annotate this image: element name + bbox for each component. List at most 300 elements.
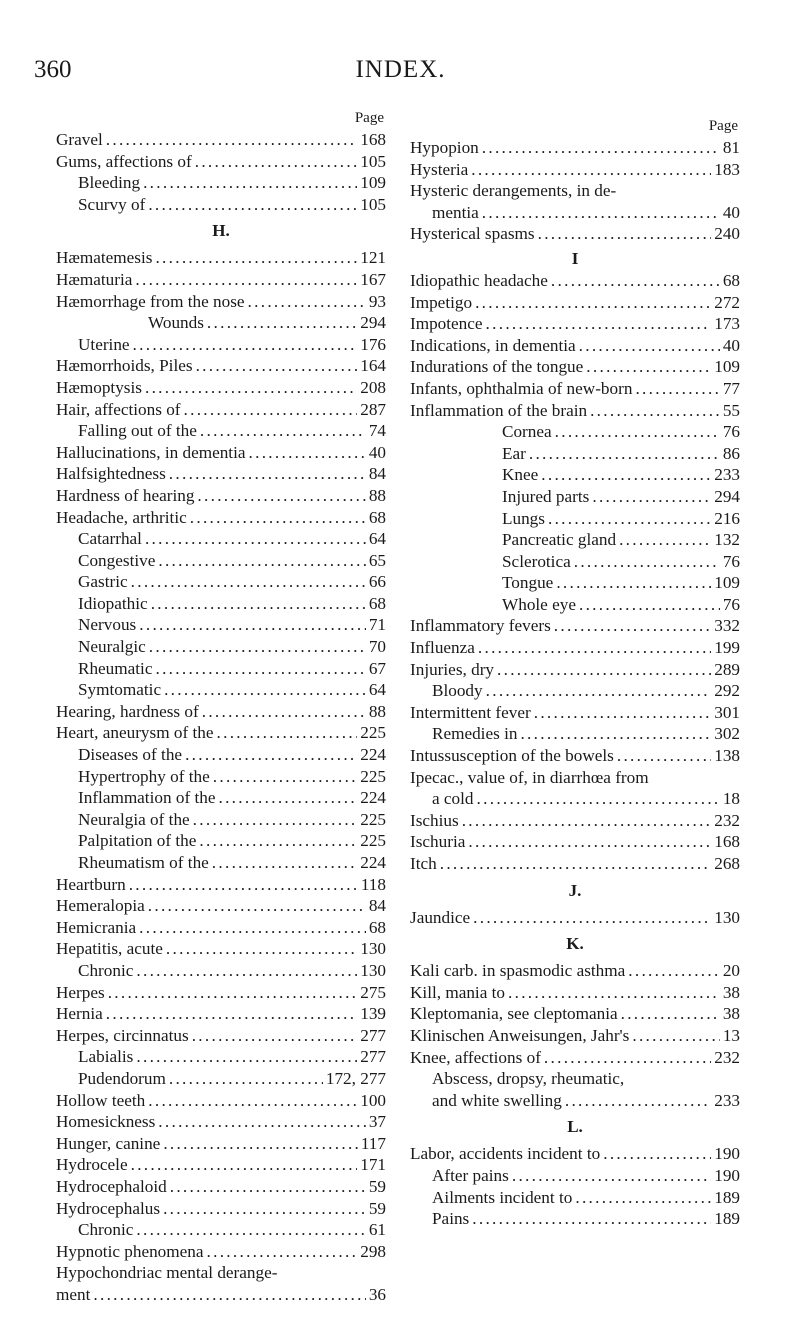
section-letter: I — [571, 248, 579, 268]
index-entry — [410, 508, 740, 530]
leader-dots — [544, 1047, 711, 1069]
index-entry — [56, 1176, 386, 1198]
index-entry — [56, 420, 386, 442]
entry-page: 84 — [368, 464, 386, 484]
index-entry — [56, 1003, 386, 1025]
index-entry — [56, 377, 386, 399]
index-entry — [56, 291, 386, 313]
index-entry — [410, 960, 740, 982]
leader-dots — [579, 594, 720, 616]
leader-dots — [486, 680, 712, 702]
leader-dots — [155, 658, 365, 680]
entry-page: 298 — [360, 1241, 386, 1261]
index-entry — [56, 895, 386, 917]
leader-dots — [145, 528, 366, 550]
entry-term: Hæmorrhage from the nose — [56, 291, 245, 311]
entry-term: Hardness of hearing — [56, 485, 195, 505]
entry-page: 64 — [368, 680, 386, 700]
index-entry — [56, 960, 386, 982]
index-entry — [410, 292, 740, 314]
entry-term: Lungs — [502, 508, 545, 528]
index-entry — [56, 334, 386, 356]
leader-dots — [538, 223, 712, 245]
leader-dots — [136, 960, 357, 982]
entry-page: 66 — [368, 572, 386, 592]
leader-dots — [551, 270, 720, 292]
entry-page: 173 — [714, 314, 740, 334]
entry-page: 190 — [714, 1165, 740, 1185]
index-entry — [56, 442, 386, 464]
entry-term: ment — [56, 1284, 91, 1304]
entry-page: 216 — [714, 508, 740, 528]
entry-page: 74 — [368, 421, 386, 441]
entry-term: Neuralgia of the — [78, 809, 190, 829]
leader-dots — [207, 312, 357, 334]
entry-term: Herpes — [56, 982, 105, 1002]
index-entry — [56, 1198, 386, 1220]
entry-term: Bloody — [432, 681, 483, 701]
index-entry — [410, 702, 740, 724]
entry-page: 233 — [714, 465, 740, 485]
index-entry — [56, 507, 386, 529]
entry-page: 130 — [714, 907, 740, 927]
index-entry — [56, 1046, 386, 1068]
leader-dots — [149, 636, 366, 658]
index-entry — [410, 615, 740, 637]
index-entry — [56, 722, 386, 744]
entry-term: Uterine — [78, 334, 130, 354]
leader-dots — [586, 356, 711, 378]
entry-term: Chronic — [78, 1220, 134, 1240]
index-entry — [56, 701, 386, 723]
entry-page: 40 — [722, 202, 740, 222]
leader-dots — [520, 723, 711, 745]
entry-page: 100 — [360, 1090, 386, 1110]
entry-page: 139 — [360, 1004, 386, 1024]
entry-term: Hysterical spasms — [410, 224, 535, 244]
entry-page: 109 — [714, 357, 740, 377]
index-entry — [56, 463, 386, 485]
entry-page: 172, 277 — [325, 1068, 386, 1088]
leader-dots — [579, 335, 720, 357]
entry-term: Tongue — [502, 573, 554, 593]
index-entry — [56, 917, 386, 939]
index-entry — [410, 1003, 740, 1025]
index-entry — [56, 571, 386, 593]
section-letter: J. — [568, 880, 582, 900]
index-entry — [410, 378, 740, 400]
leader-dots — [592, 486, 711, 508]
entry-page: 277 — [360, 1025, 386, 1045]
entry-term: Pains — [432, 1209, 470, 1229]
entry-page: 130 — [360, 960, 386, 980]
index-entry — [410, 159, 740, 181]
leader-dots — [136, 1219, 365, 1241]
leader-dots — [163, 1198, 366, 1220]
entry-term: Ear — [502, 443, 526, 463]
entry-term: Labor, accidents incident to — [410, 1144, 601, 1164]
leader-dots — [575, 1187, 711, 1209]
index-entry — [410, 723, 740, 745]
leader-dots — [155, 247, 357, 269]
entry-page: 105 — [360, 194, 386, 214]
leader-dots — [556, 572, 711, 594]
leader-dots — [635, 378, 719, 400]
entry-page: 40 — [368, 442, 386, 462]
entry-page: 168 — [714, 832, 740, 852]
index-entry — [410, 1090, 740, 1112]
index-entry — [410, 1047, 740, 1069]
leader-dots — [93, 1284, 365, 1306]
section-letter: L. — [567, 1117, 583, 1137]
entry-page: 189 — [714, 1209, 740, 1229]
index-entry — [410, 421, 740, 443]
entry-term: Herpes, circinnatus — [56, 1025, 189, 1045]
entry-page: 190 — [714, 1144, 740, 1164]
entry-term: Rheumatism of the — [78, 853, 209, 872]
leader-dots — [133, 334, 358, 356]
leader-dots — [213, 766, 357, 788]
entry-term: Itch — [410, 854, 437, 873]
leader-dots — [197, 485, 365, 507]
entry-term: Inflammatory fevers — [410, 616, 551, 636]
leader-dots — [468, 831, 711, 853]
leader-dots — [135, 269, 357, 291]
index-entry — [56, 247, 386, 269]
entry-page: 171 — [360, 1155, 386, 1175]
leader-dots — [148, 194, 357, 216]
entry-page: 287 — [360, 399, 386, 419]
leader-dots — [478, 637, 711, 659]
index-entry — [410, 400, 740, 422]
entry-page: 232 — [714, 810, 740, 830]
entry-page: 277 — [360, 1047, 386, 1067]
leader-dots — [475, 292, 711, 314]
entry-page: 183 — [714, 159, 740, 179]
index-entry — [410, 1165, 740, 1187]
leader-dots — [440, 853, 711, 875]
entry-term: Ailments incident to — [432, 1187, 573, 1207]
index-entry — [410, 788, 740, 810]
index-entry — [410, 137, 740, 159]
index-entry — [410, 270, 740, 292]
entry-term: Injuries, dry — [410, 659, 495, 679]
leader-dots — [158, 550, 365, 572]
index-column-left — [56, 110, 386, 1305]
index-entry — [56, 172, 386, 194]
leader-dots — [534, 702, 711, 724]
leader-dots — [158, 1111, 366, 1133]
entry-term: Hepatitis, acute — [56, 939, 163, 959]
entry-page: 18 — [722, 789, 740, 809]
entry-page: 168 — [360, 130, 386, 149]
entry-term: Ischuria — [410, 832, 466, 852]
entry-page: 76 — [722, 594, 740, 614]
entry-term: Palpitation of the — [78, 831, 197, 851]
entry-term: Gastric — [78, 572, 128, 592]
entry-term: Hæmorrhoids, Piles — [56, 356, 193, 376]
leader-dots — [129, 874, 358, 896]
index-entry — [56, 787, 386, 809]
leader-dots — [477, 788, 720, 810]
entry-term: Hydrocephaloid — [56, 1176, 167, 1196]
index-entry — [410, 551, 740, 573]
entry-page: 167 — [360, 269, 386, 289]
index-entry — [56, 528, 386, 550]
index-entry — [410, 223, 740, 245]
entry-term: Hallucinations, in dementia — [56, 442, 246, 462]
entry-term: Hemicrania — [56, 917, 137, 937]
entry-page: 118 — [360, 874, 386, 894]
entry-term: Klinischen Anweisungen, Jahr's — [410, 1025, 630, 1045]
leader-dots — [512, 1165, 711, 1187]
index-entry — [56, 982, 386, 1004]
entry-page: 93 — [368, 291, 386, 311]
index-entry — [410, 907, 740, 929]
leader-dots — [193, 809, 358, 831]
entry-term: Intussusception of the bowels — [410, 746, 614, 766]
leader-dots — [471, 159, 711, 181]
entry-page: 233 — [714, 1090, 740, 1110]
entry-term: Catarrhal — [78, 529, 142, 549]
leader-dots — [486, 313, 712, 335]
index-entry-continued: Ipecac., value of, in diarrhœa from — [410, 767, 649, 787]
leader-dots — [249, 442, 366, 464]
entry-term: Wounds — [148, 313, 204, 333]
entry-term: Kill, mania to — [410, 982, 505, 1002]
index-entry — [56, 658, 386, 680]
leader-dots — [590, 400, 720, 422]
entry-term: Kali carb. in spasmodic asthma — [410, 961, 626, 981]
index-entry — [410, 335, 740, 357]
leader-dots — [248, 291, 366, 313]
leader-dots — [207, 1241, 358, 1263]
leader-dots — [106, 129, 357, 151]
index-entry — [56, 1090, 386, 1112]
entry-term: Hair, affections of — [56, 399, 181, 419]
index-entry — [56, 1154, 386, 1176]
entry-term: Cornea — [502, 422, 552, 442]
entry-page: 37 — [368, 1112, 386, 1132]
entry-page: 40 — [722, 335, 740, 355]
entry-term: Pudendorum — [78, 1068, 166, 1088]
entry-term: Labialis — [78, 1047, 134, 1067]
leader-dots — [199, 830, 357, 852]
index-entry — [56, 1241, 386, 1263]
index-entry — [410, 529, 740, 551]
index-entry-continued: Abscess, dropsy, rheumatic, — [432, 1069, 625, 1089]
entry-term: Infants, ophthalmia of new-born — [410, 378, 633, 398]
index-entry — [56, 938, 386, 960]
leader-dots — [190, 507, 366, 529]
entry-page: 81 — [722, 138, 740, 157]
leader-dots — [548, 508, 711, 530]
entry-page: 88 — [368, 485, 386, 505]
index-entry — [410, 1143, 740, 1165]
entry-term: Sclerotica — [502, 551, 571, 571]
leader-dots — [473, 907, 711, 929]
leader-dots — [555, 421, 720, 443]
index-entry — [56, 593, 386, 615]
entry-page: 36 — [368, 1284, 386, 1304]
index-column-right — [410, 110, 740, 1230]
index-entry — [56, 1284, 386, 1306]
leader-dots — [497, 659, 711, 681]
index-entry — [56, 830, 386, 852]
index-entry — [410, 1208, 740, 1230]
entry-page: 71 — [368, 615, 386, 635]
entry-term: Falling out of the — [78, 421, 197, 441]
leader-dots — [148, 895, 366, 917]
index-entry — [56, 1068, 386, 1090]
entry-page: 70 — [368, 637, 386, 657]
index-entry — [410, 982, 740, 1004]
entry-page: 289 — [714, 659, 740, 679]
entry-term: Hunger, canine — [56, 1133, 161, 1153]
entry-page: 105 — [360, 151, 386, 171]
leader-dots — [619, 529, 711, 551]
entry-page: 68 — [368, 593, 386, 613]
entry-term: Diseases of the — [78, 745, 183, 765]
entry-term: Homesickness — [56, 1112, 156, 1132]
index-entry-continued: Hysteric derangements, in de- — [410, 181, 617, 201]
index-entry — [410, 572, 740, 594]
entry-term: Impotence — [410, 314, 483, 334]
leader-dots — [106, 1003, 357, 1025]
leader-dots — [217, 722, 358, 744]
entry-term: Hypopion — [410, 138, 479, 157]
index-entry — [410, 202, 740, 224]
index-entry — [56, 614, 386, 636]
index-entry — [56, 1133, 386, 1155]
entry-term: mentia — [432, 202, 479, 222]
index-entry — [410, 464, 740, 486]
index-entry — [410, 443, 740, 465]
index-entry — [56, 809, 386, 831]
leader-dots — [151, 593, 366, 615]
entry-term: Heart, aneurysm of the — [56, 723, 214, 743]
entry-term: Hernia — [56, 1004, 103, 1024]
leader-dots — [462, 810, 712, 832]
entry-page: 224 — [360, 745, 386, 765]
entry-page: 138 — [714, 746, 740, 766]
leader-dots — [621, 1003, 720, 1025]
entry-term: Gravel — [56, 130, 103, 149]
index-entry — [410, 1025, 740, 1047]
index-entry — [56, 312, 386, 334]
index-entry — [56, 399, 386, 421]
leader-dots — [508, 982, 720, 1004]
entry-term: Scurvy of — [78, 194, 146, 214]
leader-dots — [196, 355, 358, 377]
entry-term: Remedies in — [432, 724, 518, 744]
entry-page: 61 — [368, 1220, 386, 1240]
entry-term: Hemeralopia — [56, 896, 145, 916]
index-entry — [410, 313, 740, 335]
section-letter: K. — [566, 934, 584, 954]
entry-page: 225 — [360, 766, 386, 786]
entry-term: Chronic — [78, 960, 134, 980]
index-entry — [56, 269, 386, 291]
entry-term: Neuralgic — [78, 637, 146, 657]
entry-page: 38 — [722, 1004, 740, 1024]
index-entry — [56, 355, 386, 377]
entry-page: 77 — [722, 378, 740, 398]
index-entry — [56, 852, 386, 874]
index-entry — [410, 1187, 740, 1209]
entry-page: 86 — [722, 443, 740, 463]
leader-dots — [541, 464, 711, 486]
entry-term: Injured parts — [502, 486, 590, 506]
entry-term: Nervous — [78, 615, 137, 635]
entry-term: Hollow teeth — [56, 1090, 146, 1110]
index-entry — [410, 810, 740, 832]
leader-dots — [148, 1090, 357, 1112]
index-entry — [410, 486, 740, 508]
entry-page: 332 — [714, 616, 740, 636]
entry-page: 13 — [722, 1025, 740, 1045]
leader-dots — [163, 1133, 358, 1155]
entry-page: 225 — [360, 723, 386, 743]
index-entry — [410, 356, 740, 378]
index-entry — [410, 745, 740, 767]
index-entry — [56, 550, 386, 572]
entry-page: 20 — [722, 961, 740, 981]
entry-term: Knee — [502, 465, 539, 485]
entry-page: 117 — [360, 1133, 386, 1153]
index-entry — [56, 485, 386, 507]
index-entry — [410, 637, 740, 659]
leader-dots — [200, 420, 366, 442]
entry-page: 272 — [714, 292, 740, 312]
page-header — [34, 56, 767, 86]
leader-dots — [482, 137, 720, 159]
entry-page: 68 — [722, 270, 740, 290]
entry-page: 301 — [714, 702, 740, 722]
index-entry — [56, 194, 386, 216]
entry-term: Knee, affections of — [410, 1047, 541, 1067]
entry-term: Inflammation of the — [78, 788, 216, 808]
entry-page: 68 — [368, 917, 386, 937]
leader-dots — [143, 172, 357, 194]
entry-term: Kleptomania, see cleptomania — [410, 1004, 618, 1024]
entry-page: 130 — [360, 939, 386, 959]
entry-page: 64 — [368, 529, 386, 549]
entry-page: 109 — [714, 573, 740, 593]
index-entry — [56, 874, 386, 896]
entry-term: Rheumatic — [78, 658, 153, 678]
entry-page: 76 — [722, 551, 740, 571]
leader-dots — [185, 744, 357, 766]
entry-page: 76 — [722, 422, 740, 442]
entry-term: Headache, arthritic — [56, 507, 187, 527]
entry-page: 38 — [722, 982, 740, 1002]
entry-page: 268 — [714, 854, 740, 873]
index-entry — [56, 679, 386, 701]
entry-term: Idiopathic headache — [410, 270, 548, 290]
entry-term: Inflammation of the brain — [410, 400, 588, 420]
entry-page: 224 — [360, 853, 386, 872]
entry-page: 199 — [714, 638, 740, 658]
index-entry — [410, 831, 740, 853]
entry-term: Whole eye — [502, 594, 576, 614]
leader-dots — [472, 1208, 711, 1230]
entry-page: 84 — [368, 896, 386, 916]
leader-dots — [131, 1154, 358, 1176]
leader-dots — [164, 679, 366, 701]
entry-page: 55 — [722, 400, 740, 420]
entry-page: 67 — [368, 658, 386, 678]
